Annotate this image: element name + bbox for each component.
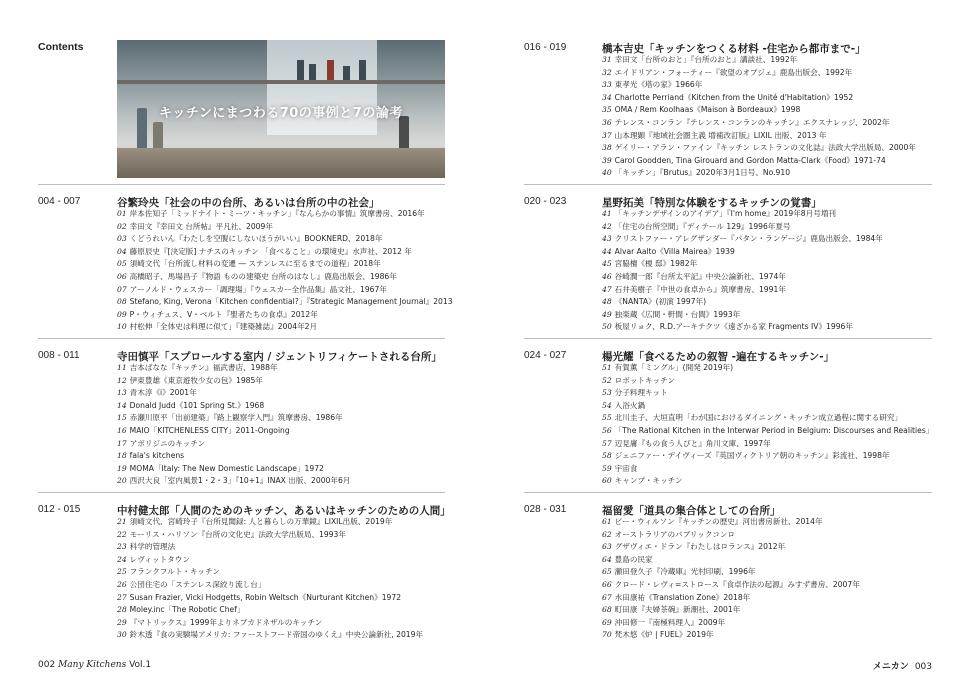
reference-text: 入浴火鍋 [614,400,646,410]
reference-text: ゲイリー・アラン・ファイン『キッチン レストランの文化誌』法政大学出版局、2000年 [614,143,916,153]
reference-text: fala's kitchens [129,451,185,461]
reference-item [117,425,350,438]
reference-number: 01 [117,209,127,218]
reference-number: 13 [117,388,127,398]
reference-text: 幸田文「台所のおと」『台所のおと』講談社、1992年 [614,55,798,64]
reference-number: 05 [117,259,127,269]
reference-number: 65 [602,567,612,577]
reference-number: 12 [117,375,127,385]
reference-number: 69 [602,617,612,627]
reference-text: 北川圭子、大垣直明「わが国におけるダイニング・キッチン成立過程に関する研究」 [614,413,903,423]
reference-number: 68 [602,605,612,615]
reference-text: ジェニファー・デイヴィーズ『英国ヴィクトリア朝のキッチン』彩流社、1998年 [614,451,890,461]
reference-item [602,130,916,143]
reference-text: 鈴木透『食の実験場アメリカ: ファーストフード帝国のゆくえ』中央公論新社, 2019年 [129,630,424,640]
reference-item [117,566,423,579]
reference-text: 沖田修一『南極料理人』2009年 [614,617,726,627]
reference-text: 「キッチンデザインのアイデア」『I'm home』2019年8月号増刊 [614,209,837,218]
reference-list [117,362,350,488]
reference-text: 有賀薫「ミングル」(開発 2019年) [614,363,734,372]
reference-item [117,412,350,425]
reference-number: 21 [117,517,127,526]
hero-image [117,40,445,178]
reference-item [602,541,860,554]
reference-item [117,221,453,234]
reference-text: 藤原辰史『[決定版] ナチスのキッチン 「食べること」の環境史』水声社、2012 年 [129,246,412,256]
reference-number: 63 [602,542,612,552]
reference-item [117,321,453,334]
reference-item [602,617,860,630]
reference-number: 46 [602,271,612,281]
hero-bottle [297,60,304,80]
reference-text: MAIO「KITCHENLESS CITY」2011-Ongoing [129,425,290,435]
reference-number: 57 [602,438,612,448]
reference-number: 31 [602,55,612,64]
reference-number: 29 [117,617,127,627]
reference-number: 38 [602,143,612,153]
reference-text: クロード・レヴィ=ストロース『食卓作法の起源』みすず書房、2007年 [614,579,860,589]
reference-item [117,284,453,297]
reference-item [602,362,933,375]
reference-text: MOMA「Italy: The New Domestic Landscape」1972 [129,463,324,473]
reference-number: 24 [117,554,127,564]
reference-number: 56 [602,425,612,435]
reference-number: 09 [117,309,127,319]
reference-number: 42 [602,221,612,231]
reference-number: 08 [117,297,127,307]
reference-text: 東孝光《塔の家》1966年 [614,80,703,90]
section-pages: 024 - 027 [524,350,567,361]
reference-item [602,117,916,130]
reference-item [602,592,860,605]
reference-text: 吉本ばなな『キッチン』福武書店、1988年 [129,363,278,372]
reference-number: 54 [602,400,612,410]
reference-text: Carol Goodden, Tina Girouard and Gordon Matta-Clark《Food》1971-74 [614,155,886,165]
reference-text: 分子料理キット [614,388,668,398]
reference-number: 49 [602,309,612,319]
divider [524,184,932,185]
reference-item [602,412,933,425]
reference-number: 41 [602,209,612,218]
reference-item [602,246,883,259]
reference-text: 伊東豊雄《東京遊牧少女の包》1985年 [129,375,263,385]
reference-item [117,450,350,463]
reference-item [117,438,350,451]
reference-text: Alvar Aalto《Villa Mairea》1939 [614,246,735,256]
reference-text: 「The Rational Kitchen in the Interwar Period in Belgium: Discourses and Realities」 [614,425,934,435]
reference-number: 70 [602,630,612,640]
reference-item [602,142,916,155]
reference-text: 西沢大良「室内風景1・2・3」『10+1』INAX 出版、2000年6月 [129,476,351,486]
reference-item [117,541,423,554]
reference-item [117,592,423,605]
reference-text: 須崎文代、宮崎玲子『台所見聞録: 人と暮らしの万華鏡』LIXIL出版、2019年 [129,517,393,526]
reference-text: アボリジニのキッチン [129,438,206,448]
reference-item [117,258,453,271]
reference-number: 04 [117,246,127,256]
reference-text: 科学的管理法 [129,542,176,552]
reference-text: 岸本佐知子「ミッドナイト・ミーツ・キッチン」『なんらかの事情』筑摩書房、2016年 [129,209,425,218]
divider [38,338,445,339]
section-title: 中村健太郎「人間のためのキッチン、あるいはキッチンのための人間」 [117,505,451,517]
reference-text: 水田康祐《Translation Zone》2018年 [614,592,751,602]
section-pages: 008 - 011 [38,350,80,361]
reference-number: 39 [602,155,612,165]
reference-number: 43 [602,234,612,244]
reference-number: 47 [602,284,612,294]
reference-item [602,208,883,221]
reference-text: 公団住宅の「ステンレス深絞り流し台」 [129,579,266,589]
reference-number: 23 [117,542,127,552]
reference-text: 瀬田登久子『冷蔵庫』光村印刷、1996年 [614,567,756,577]
footer-page-number: 002 [38,660,56,670]
reference-item [117,529,423,542]
reference-item [117,362,350,375]
reference-number: 20 [117,476,127,486]
section-pages: 004 - 007 [38,196,81,207]
reference-text: エイドリアン・フォーティー『欲望のオブジェ』鹿島出版会、1992年 [614,67,853,77]
reference-text: 谷崎潤一郎『台所太平記』中央公論新社、1974年 [614,271,786,281]
reference-text: Moley.inc「The Robotic Chef」 [129,605,245,615]
section-pages: 020 - 023 [524,196,567,207]
hero-bottle [309,64,316,80]
reference-text: 梵木悠《炉 | FUEL》2019年 [614,630,714,640]
reference-text: OMA / Rem Koolhaas《Maison à Bordeaux》1998 [614,105,801,115]
reference-item [602,629,860,642]
section-pages: 012 - 015 [38,504,81,515]
reference-number: 11 [117,363,127,372]
reference-item [117,629,423,642]
reference-item [602,54,916,67]
reference-text: 須崎文代「台所流し材料の変遷 ― ステンレスに至るまでの道程」2018年 [129,259,381,269]
reference-number: 22 [117,529,127,539]
hero-bottle [327,60,334,80]
reference-text: 「住宅の台所空間」『ディテール 129』1996年夏号 [614,221,791,231]
reference-item [602,221,883,234]
reference-number: 61 [602,517,612,526]
reference-item [602,92,916,105]
reference-item [117,296,453,309]
footer-left [38,660,151,670]
reference-number: 55 [602,413,612,423]
reference-text: 独楽蔵《広間・軒間・台間》1993年 [614,309,741,319]
reference-item [602,321,883,334]
section-title: 寺田慎平「スプロールする室内 / ジェントリフィケートされる台所」 [117,351,442,363]
reference-number: 32 [602,67,612,77]
hero-counter [117,148,445,178]
reference-text: 豊島の民家 [614,554,653,564]
footer-volume: Vol.1 [129,660,152,670]
reference-item [602,79,916,92]
reference-text: 「キッチン」『Brutus』2020年3月1日号、No.910 [614,168,791,178]
reference-number: 18 [117,451,127,461]
reference-text: くどうれいん『わたしを空腹にしないほうがいい』BOOKNERD、2018年 [129,234,383,244]
reference-item [117,463,350,476]
reference-number: 06 [117,271,127,281]
reference-number: 36 [602,117,612,127]
reference-item [117,604,423,617]
divider [38,492,445,493]
reference-list [117,208,453,334]
reference-item [602,167,916,180]
reference-item [602,104,916,117]
reference-number: 50 [602,322,612,332]
reference-item [602,233,883,246]
reference-item [117,475,350,488]
reference-item [602,155,916,168]
reference-item [602,284,883,297]
reference-text: 《NANTA》(初演 1997年) [614,297,707,307]
reference-item [117,554,423,567]
reference-text: フランクフルト・キッチン [129,567,220,577]
reference-text: Stefano, King, Verona「Kitchen confidential?」『Strategic Management Journal』2013 [129,297,453,307]
reference-item [602,271,883,284]
reference-text: ロボットキッチン [614,375,675,385]
reference-text: 『マトリックス』1999年よりネブカドネザルのキッチン [129,617,323,627]
footer-right [873,659,932,672]
reference-item [602,375,933,388]
reference-text: 辺見庸『もの食う人びと』角川文庫、1997年 [614,438,771,448]
reference-text: 宇宙食 [614,463,638,473]
reference-item [117,579,423,592]
reference-item [602,258,883,271]
reference-number: 45 [602,259,612,269]
reference-number: 52 [602,375,612,385]
reference-number: 66 [602,579,612,589]
reference-item [602,438,933,451]
reference-number: 53 [602,388,612,398]
reference-text: 板屋リョク、R.D.アーキテクツ《遠ざかる家 Fragments IV》1996年 [614,322,853,332]
reference-text: モーリス・ハリソン『台所の文化史』法政大学出版局、1993年 [129,529,346,539]
reference-number: 40 [602,168,612,178]
hero-jar [153,122,163,148]
reference-number: 26 [117,579,127,589]
reference-number: 64 [602,554,612,564]
reference-number: 19 [117,463,127,473]
contents-heading: Contents [38,41,84,53]
reference-number: 60 [602,476,612,486]
reference-text: 村松伸「全体史は料理に似て」『建築雑誌』2004年2月 [129,322,318,332]
section-pages: 028 - 031 [524,504,567,515]
reference-number: 34 [602,92,612,102]
reference-list [602,362,933,488]
reference-item [117,387,350,400]
reference-item [602,566,860,579]
reference-number: 28 [117,605,127,615]
reference-text: Charlotte Perriand《Kitchen from the Unité d'Habitation》1952 [614,92,854,102]
footer-page-number: 003 [914,662,932,672]
reference-text: Donald Judd《101 Spring St.》1968 [129,400,265,410]
hero-title: キッチンにまつわる70の事例と7の論考 [159,106,403,121]
reference-text: レヴィットタウン [129,554,190,564]
reference-item [602,516,860,529]
section-title: 谷繁玲央「社会の中の台所、あるいは台所の中の社会」 [117,197,380,209]
reference-number: 58 [602,451,612,461]
reference-item [602,604,860,617]
reference-text: ビー・ウィルソン『キッチンの歴史』河出書房新社、2014年 [614,517,823,526]
reference-item [602,554,860,567]
reference-item [602,67,916,80]
reference-item [602,425,933,438]
reference-text: グザヴィエ・ドラン『わたしはロランス』2012年 [614,542,786,552]
reference-list [602,54,916,180]
reference-number: 17 [117,438,127,448]
reference-text: 町田康『夫婦茶碗』新潮社、2001年 [614,605,741,615]
reference-number: 33 [602,80,612,90]
reference-item [602,450,933,463]
reference-item [117,617,423,630]
divider [524,492,932,493]
reference-text: 高橋昭子、馬場昌子『物語 ものの建築史 台所のはなし』鹿島出版会、1986年 [129,271,397,281]
reference-item [117,375,350,388]
reference-number: 16 [117,425,127,435]
reference-number: 02 [117,221,127,231]
hero-shelf [117,80,445,84]
reference-text: 幸田文『幸田文 台所帖』平凡社、2009年 [129,221,273,231]
reference-number: 48 [602,297,612,307]
reference-number: 62 [602,529,612,539]
section-pages: 016 - 019 [524,42,567,53]
reference-number: 51 [602,363,612,372]
reference-item [602,579,860,592]
hero-bottle [359,60,366,80]
reference-text: アーノルド・ウェスカー「調理場」『ウェスカー全作品集』晶文社、1967年 [129,284,387,294]
reference-number: 44 [602,246,612,256]
divider [38,184,445,185]
reference-number: 10 [117,322,127,332]
reference-number: 14 [117,400,127,410]
reference-text: 青木淳《i》2001年 [129,388,197,398]
reference-item [602,529,860,542]
reference-number: 27 [117,592,127,602]
section-title: 橋本吉史「キッチンをつくる材料 -住宅から都市まで-」 [602,43,866,55]
reference-item [117,208,453,221]
reference-number: 35 [602,105,612,115]
reference-number: 07 [117,284,127,294]
reference-number: 15 [117,413,127,423]
reference-item [117,516,423,529]
reference-text: クリストファー・アレグザンダー『パタン・ランゲージ』鹿島出版会、1984年 [614,234,883,244]
reference-item [602,475,933,488]
reference-number: 67 [602,592,612,602]
reference-number: 30 [117,630,127,640]
reference-text: オーストラリアのパブリックコンロ [614,529,736,539]
reference-text: キャンプ・キッチン [614,476,683,486]
reference-text: 宮脇檀《榎 邸》1982年 [614,259,698,269]
reference-number: 03 [117,234,127,244]
reference-text: 山本理顕『地域社会圏主義 増補改訂版』LIXIL 出版、2013 年 [614,130,827,140]
reference-text: Susan Frazier, Vicki Hodgetts, Robin Weltsch《Nurturant Kitchen》1972 [129,592,402,602]
footer-title: メニカン [872,662,909,672]
reference-text: 赤瀬川原平「出前建築」『路上観察学入門』筑摩書房、1986年 [129,413,343,423]
section-title: 楊光耀「食べるための叙智 -遍在するキッチン-」 [602,351,835,363]
divider [524,338,932,339]
reference-number: 37 [602,130,612,140]
reference-item [117,271,453,284]
reference-item [602,296,883,309]
reference-item [602,387,933,400]
section-title: 星野拓美「特別な体験をするキッチンの覚書」 [602,197,822,209]
hero-bottle [343,66,350,80]
reference-number: 59 [602,463,612,473]
reference-item [602,309,883,322]
reference-item [117,233,453,246]
reference-item [117,309,453,322]
footer-magazine-name: Many Kitchens [58,660,127,670]
reference-text: P・ウィチュス、V・ベルト『聖者たちの食卓』2012年 [129,309,318,319]
reference-item [117,246,453,259]
reference-item [117,400,350,413]
reference-text: テレンス・コンラン『テレンス・コンランのキッチン』エクスナレッジ、2002年 [614,117,890,127]
reference-list [602,208,883,334]
reference-item [602,400,933,413]
reference-list [602,516,860,642]
reference-number: 25 [117,567,127,577]
section-title: 福留愛「道具の集合体としての台所」 [602,505,781,517]
reference-list [117,516,423,642]
reference-item [602,463,933,476]
reference-text: 石井美樹子『中世の食卓から』筑摩書房、1991年 [614,284,786,294]
